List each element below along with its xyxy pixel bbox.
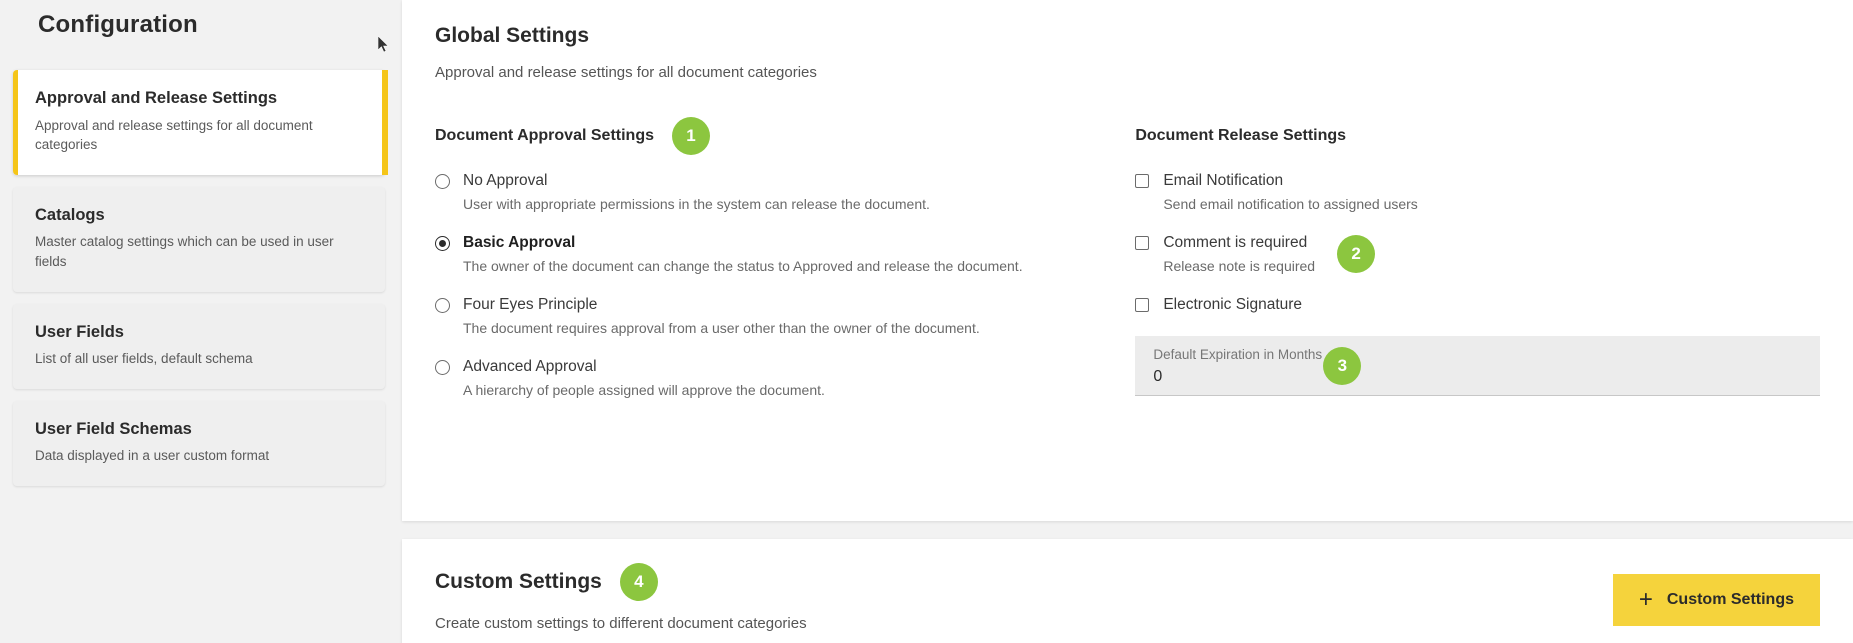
release-option-desc: Send email notification to assigned users <box>1163 196 1418 212</box>
sidebar-item-desc: List of all user fields, default schema <box>35 351 253 367</box>
approval-option-advanced-approval[interactable] <box>435 358 1135 398</box>
sidebar <box>0 0 402 643</box>
approval-option-basic-approval[interactable] <box>435 234 1135 274</box>
release-option-comment-is-required[interactable] <box>1135 234 1820 274</box>
approval-option-row[interactable] <box>435 234 1135 252</box>
page-title: Configuration <box>38 11 198 38</box>
settings-columns <box>435 126 1820 420</box>
document-approval-heading-row <box>435 126 1135 146</box>
approval-option-desc: The owner of the document can change the status to Approved and release the document. <box>463 258 1023 274</box>
sidebar-item-catalogs[interactable] <box>13 187 385 292</box>
document-release-settings <box>1135 126 1820 420</box>
step-badge-1: 1 <box>672 117 710 155</box>
sidebar-item-label: Approval and Release Settings <box>35 89 278 107</box>
release-option-desc: Release note is required <box>1163 258 1316 274</box>
custom-settings-title: Custom Settings <box>435 570 602 593</box>
sidebar-item-desc: Approval and release settings for all document categories <box>35 117 313 153</box>
sidebar-item-label: User Field Schemas <box>35 419 192 438</box>
approval-option-row[interactable] <box>435 172 1135 190</box>
step-badge-3: 3 <box>1323 347 1361 385</box>
approval-option-desc: The document requires approval from a user other than the owner of the document. <box>463 320 980 336</box>
sidebar-nav <box>13 70 385 498</box>
step-badge-4: 4 <box>620 563 658 601</box>
radio-basic-approval[interactable] <box>435 236 450 251</box>
approval-option-label: Four Eyes Principle <box>463 296 598 313</box>
release-option-row[interactable] <box>1135 172 1820 190</box>
checkbox-comment-is-required[interactable] <box>1135 236 1149 250</box>
release-option-label: Comment is required <box>1163 234 1308 251</box>
plus-icon: + <box>1638 586 1653 613</box>
mouse-cursor <box>378 36 390 54</box>
approval-option-row[interactable] <box>435 358 1135 376</box>
document-approval-heading: Document Approval Settings <box>435 127 654 144</box>
release-option-row[interactable] <box>1135 234 1820 274</box>
checkbox-email-notification[interactable] <box>1135 174 1149 188</box>
checkbox-electronic-signature[interactable] <box>1135 298 1149 312</box>
custom-settings-panel <box>402 539 1853 643</box>
approval-option-four-eyes-principle[interactable] <box>435 296 1135 336</box>
release-option-email-notification[interactable] <box>1135 172 1820 212</box>
global-settings-subtitle: Approval and release settings for all document categories <box>435 64 817 81</box>
release-option-row[interactable] <box>1135 296 1820 314</box>
release-option-label: Electronic Signature <box>1163 296 1303 313</box>
approval-option-label: Advanced Approval <box>463 358 597 375</box>
default-expiration-value[interactable]: 0 <box>1153 368 1163 385</box>
radio-no-approval[interactable] <box>435 174 450 189</box>
sidebar-item-user-field-schemas[interactable] <box>13 401 385 486</box>
release-option-label: Email Notification <box>1163 172 1284 189</box>
document-approval-settings <box>435 126 1135 420</box>
approval-option-row[interactable] <box>435 296 1135 314</box>
document-release-heading-row <box>1135 126 1820 146</box>
default-expiration-label: Default Expiration in Months <box>1153 347 1323 362</box>
add-custom-settings-label: Custom Settings <box>1666 591 1794 608</box>
custom-settings-subtitle: Create custom settings to different document categories <box>435 615 807 632</box>
default-expiration-field[interactable] <box>1135 336 1820 396</box>
document-release-heading: Document Release Settings <box>1135 127 1347 144</box>
release-option-electronic-signature[interactable] <box>1135 296 1820 314</box>
sidebar-item-user-fields[interactable] <box>13 304 385 389</box>
add-custom-settings-button[interactable] <box>1613 574 1820 626</box>
approval-option-desc: User with appropriate permissions in the system can release the document. <box>463 196 930 212</box>
sidebar-item-label: Catalogs <box>35 205 105 224</box>
global-settings-panel <box>402 0 1853 521</box>
approval-option-label: Basic Approval <box>463 234 576 251</box>
radio-four-eyes-principle[interactable] <box>435 298 450 313</box>
approval-option-desc: A hierarchy of people assigned will approve the document. <box>463 382 825 398</box>
main-content <box>402 0 1853 643</box>
approval-option-label: No Approval <box>463 172 548 189</box>
radio-advanced-approval[interactable] <box>435 360 450 375</box>
sidebar-item-desc: Data displayed in a user custom format <box>35 448 270 464</box>
global-settings-title: Global Settings <box>435 24 590 47</box>
release-option-control-row[interactable] <box>1135 234 1315 252</box>
sidebar-item-desc: Master catalog settings which can be used in user fields <box>35 234 334 269</box>
approval-option-no-approval[interactable] <box>435 172 1135 212</box>
sidebar-item-label: User Fields <box>35 322 124 341</box>
sidebar-item-approval-and-release-settings[interactable] <box>13 70 385 175</box>
step-badge-2: 2 <box>1337 235 1375 273</box>
